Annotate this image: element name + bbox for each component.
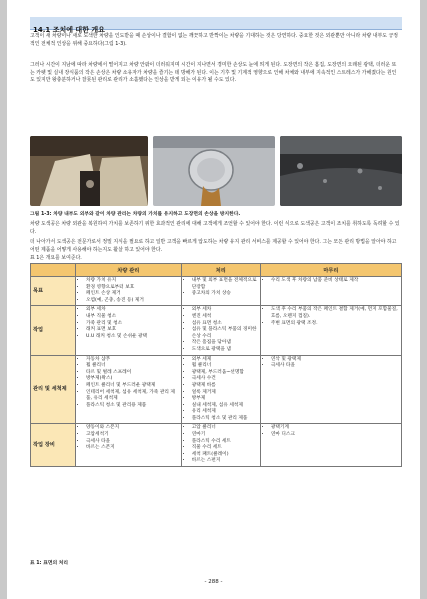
bullet-list xyxy=(184,357,258,423)
table-row xyxy=(31,355,402,424)
list-item: • 차량 가치 유지 xyxy=(86,278,179,285)
table-row xyxy=(31,306,402,355)
table-row xyxy=(31,424,402,467)
bullet-list xyxy=(184,425,258,465)
table-row-label: 작업 xyxy=(31,306,76,355)
list-item: • 실내 세척제, 섬유 세척제 xyxy=(192,403,258,410)
list-item: • 극세사 타올 xyxy=(86,439,179,446)
table-cell-finish xyxy=(260,277,401,306)
page-number: - 288 - xyxy=(204,579,223,585)
list-item: • 내부 직물 청소 xyxy=(86,314,179,321)
list-item: • 타르 및 벌레 스프레이 xyxy=(86,370,179,377)
list-item: • 플라스틱 청소 및 관리용 제품 xyxy=(86,403,179,410)
table-header-cell: 마무리 xyxy=(260,264,401,277)
table-intro: 표 1은 개요를 보여준다. xyxy=(30,255,82,261)
list-item: • 고압 클리너 xyxy=(192,425,258,432)
intro-paragraph: 차량 도색공은 차량 외관을 복원하여 가치를 보존하기 위한 효과적인 관리에 대해 고객에게 조언할 수 있어야 한다. 이런 식으로 도색공은 고객이 조치를 취하도록 독려할 수 있다. xyxy=(30,221,400,235)
list-item: • 방부제 xyxy=(192,396,258,403)
list-item: • 고압세척기 xyxy=(86,432,179,439)
list-item: • 양동이와 스폰지 xyxy=(86,425,179,432)
list-item: • 도색으로 광택을 냄 xyxy=(192,347,258,354)
list-item: • 중고차의 가치 상승 xyxy=(192,291,258,298)
list-item: • 외부 세제 xyxy=(192,357,258,364)
figure-caption: 그림 1-3: 차량 내부도 외부와 같이 차량 관리는 차량의 가치를 유지하고 도장면의 손상을 방지한다. xyxy=(30,212,241,217)
list-item: • 플라스틱 수리 세트 xyxy=(192,439,258,446)
table-cell-finish xyxy=(260,355,401,424)
bullet-list xyxy=(263,425,399,438)
overview-table xyxy=(30,263,402,467)
bullet-list xyxy=(184,307,258,353)
table-cell-care xyxy=(76,306,182,355)
list-item: • 섬유 표면 청소 xyxy=(192,321,258,328)
table-header-row xyxy=(31,264,402,277)
bullet-list xyxy=(78,357,179,410)
table-row-label: 작업 장비 xyxy=(31,424,76,467)
list-item: • 광택기계 xyxy=(271,425,399,432)
list-item: • 엔진 세척 xyxy=(192,314,258,321)
intro-paragraph: 고객이 새 차량이나 새로 도색한 차량을 인도받을 때 손상이나 결함이 없는 깨끗하고 반짝이는 차량을 기대하는 것은 당연하다. 중요한 것은 외관뿐만 아니라 차량 내부도 긍정적인 전체적 인상을 위해 중요하다(그림 1-3). xyxy=(30,33,399,47)
bullet-list xyxy=(263,307,399,327)
table-header-cell xyxy=(31,264,76,277)
list-item: • 자동차 샴푸 xyxy=(86,357,179,364)
list-item: • 플라스틱 청소 및 관리 제품 xyxy=(192,416,258,423)
list-item: • U.U 래커 청소 및 손쉬운 광택 xyxy=(86,334,179,341)
list-item: • 연삭 및 광택제 xyxy=(271,357,399,364)
list-item: • 주변 표면의 광택 조정. xyxy=(271,321,399,328)
list-item: • 작은 흠집을 닦아냄 xyxy=(192,340,258,347)
list-item: • 얼룩 제거제 xyxy=(192,390,258,397)
list-item: • 페인트 손상 제거 xyxy=(86,291,179,298)
intro-paragraph: 더 나아가서 도색공은 전문가로서 정밀 지식을 필요로 하고 일반 고객을 빠르게 압도하는 차량 유지 관리 서비스를 제공할 수 있어야 한다. 그는 모든 관리 방법을 알아야 하고 어떤 제품을 어떻게 사용해야 하는지도 활살 하고 있어야 한다. xyxy=(30,239,397,253)
table-cell-finish xyxy=(260,306,401,355)
list-item: • 인테리어 세척제, 섬유 세척제, 가죽 관리 제품, 유리 세척제 xyxy=(86,390,179,403)
list-item: • 극세사 타올 xyxy=(271,363,399,370)
table-cell-care xyxy=(76,355,182,424)
list-item: • 휠 클리너 xyxy=(86,363,179,370)
list-item: • 오염(예, 곤충, 송진 등) 제거 xyxy=(86,298,179,305)
list-item: • 광택제 바름 xyxy=(192,383,258,390)
list-item: • 연마 디스크 xyxy=(271,432,399,439)
table-cell-treatment xyxy=(181,277,260,306)
list-item: • 극세사 수건 xyxy=(192,376,258,383)
list-item: • 직물 수리 세트 xyxy=(192,445,258,452)
table-row-label: 목표 xyxy=(31,277,76,306)
list-item: • 페인트 클리너 및 부드러운 광택제 xyxy=(86,383,179,390)
bullet-list xyxy=(78,278,179,304)
list-item: • 가죽 관리 및 청소 xyxy=(86,321,179,328)
table-cell-care xyxy=(76,424,182,467)
bullet-list xyxy=(263,357,399,370)
table-row xyxy=(31,277,402,306)
list-item: • 유리 세척제 xyxy=(192,409,258,416)
photo-dirty-hood xyxy=(280,136,402,206)
list-item: • 외부 세차 xyxy=(192,307,258,314)
list-item: • 외부 세차 xyxy=(86,307,179,314)
bullet-list xyxy=(78,307,179,340)
intro-paragraph: 그러나 시간이 지남에 따라 차량에서 떨어지고 차량 안팎이 더러워지며 시간이 지나면서 경미한 손상도 눈에 띄게 된다. 도장면의 작은 흠집, 도장면의 오래된 광택, 더러운 또는 카펫 및 실내 장식품의 작은 손상은 차량 소유자가 차량을 즐기는 데 방해가 된다. 이는 기후 및 기계적 영향으로 인해 차체와 내부에 지속적인 스트레스가 가해졌다는 원인도 있지만 왕충분하거나 잘못된 관리로 관리가 소홀했다는 인상을 받게 되는 이유가 될 수도 있다. xyxy=(30,62,397,83)
list-item: • 휠 클리너 xyxy=(192,363,258,370)
photo-car-interior xyxy=(30,136,148,206)
list-item: • 섬유 및 플라스틱 부품의 경미한 손상 수리 xyxy=(192,327,258,340)
section-heading xyxy=(30,17,402,34)
list-item: • 바르는 스펀지 xyxy=(192,458,258,465)
list-item: • 수리 도색 후 차량의 납품 준비 상태로 제작 xyxy=(271,278,399,285)
list-item: • 연마기 xyxy=(192,432,258,439)
list-item: • 환경 영향으로부터 보호 xyxy=(86,285,179,292)
bullet-list xyxy=(263,278,399,285)
table-cell-finish xyxy=(260,424,401,467)
list-item: • 내부 및 외부 표면을 전체적으로 단장함 xyxy=(192,278,258,291)
list-item: • 래커 표면 보호 xyxy=(86,327,179,334)
section-title: 14.1 조치에 대한 개요 xyxy=(33,26,105,34)
table-row-label: 관리 및 세척제 xyxy=(31,355,76,424)
table-cell-treatment xyxy=(181,355,260,424)
table-cell-treatment xyxy=(181,306,260,355)
bullet-list xyxy=(78,425,179,451)
table-caption: 표 1: 표면의 처리 xyxy=(30,561,69,566)
list-item: • 도색 후 수리 부품의 작은 페인트 결함 제거(예, 먼지 포함물질, 흐름, 오렌지 껍질). xyxy=(271,307,399,320)
photo-fuel-cap-stain xyxy=(153,136,275,206)
table-header-cell: 처리 xyxy=(181,264,260,277)
table-cell-care xyxy=(76,277,182,306)
list-item: • 광택제, 부드러움~선명함 xyxy=(192,370,258,377)
list-item: • 바르는 스폰지 xyxy=(86,445,179,452)
list-item: • 방부제(왁스) xyxy=(86,376,179,383)
table-header-cell: 차량 관리 xyxy=(76,264,182,277)
table-cell-treatment xyxy=(181,424,260,467)
document-page xyxy=(7,0,420,599)
bullet-list xyxy=(184,278,258,298)
list-item: • 세척 패트(클레이) xyxy=(192,452,258,459)
